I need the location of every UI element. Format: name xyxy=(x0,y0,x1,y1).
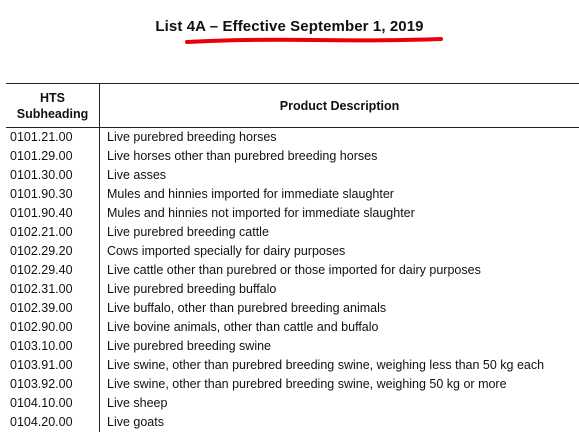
table-body xyxy=(6,128,579,433)
product-description-cell: Mules and hinnies not imported for immediate slaughter xyxy=(107,206,415,220)
hts-product-table xyxy=(6,83,579,432)
product-description-cell: Live purebred breeding swine xyxy=(107,339,271,353)
table-row xyxy=(6,394,579,413)
hts-subheading-header xyxy=(6,84,100,128)
table-row xyxy=(6,166,579,185)
table-row xyxy=(6,185,579,204)
hts-code-cell: 0103.92.00 xyxy=(6,375,100,394)
table-header-row xyxy=(6,84,579,128)
product-description-cell: Mules and hinnies imported for immediate slaughter xyxy=(107,187,394,201)
hts-code-cell: 0101.29.00 xyxy=(6,147,100,166)
table-row xyxy=(6,261,579,280)
table-row xyxy=(6,223,579,242)
table-row xyxy=(6,337,579,356)
hts-code-cell: 0101.21.00 xyxy=(6,128,100,148)
product-description-cell: Live sheep xyxy=(107,396,168,410)
hts-code-cell: 0104.10.00 xyxy=(6,394,100,413)
hts-code-cell: 0104.20.00 xyxy=(6,413,100,432)
table-row xyxy=(6,318,579,337)
document-title: List 4A – Effective September 1, 2019 xyxy=(155,18,424,35)
hts-code-cell: 0102.21.00 xyxy=(6,223,100,242)
product-description-cell: Live cattle other than purebred or those imported for dairy purposes xyxy=(107,263,481,277)
table-row xyxy=(6,242,579,261)
red-underline-annotation xyxy=(184,36,444,46)
table-row xyxy=(6,280,579,299)
document-title-wrapper xyxy=(0,18,579,36)
hts-code-cell: 0101.90.40 xyxy=(6,204,100,223)
table-row xyxy=(6,147,579,166)
hts-code-cell: 0101.90.30 xyxy=(6,185,100,204)
product-description-cell: Cows imported specially for dairy purposes xyxy=(107,244,346,258)
hts-code-cell: 0101.30.00 xyxy=(6,166,100,185)
hts-code-cell: 0102.29.40 xyxy=(6,261,100,280)
hts-code-cell: 0103.10.00 xyxy=(6,337,100,356)
product-description-header: Product Description xyxy=(100,84,579,128)
hts-code-cell: 0102.29.20 xyxy=(6,242,100,261)
product-description-cell: Live swine, other than purebred breeding swine, weighing less than 50 kg each xyxy=(107,358,545,372)
product-description-cell: Live asses xyxy=(107,168,167,182)
hts-code-cell: 0103.91.00 xyxy=(6,356,100,375)
table-row xyxy=(6,128,579,148)
hts-code-cell: 0102.31.00 xyxy=(6,280,100,299)
table-row xyxy=(6,204,579,223)
product-description-cell: Live swine, other than purebred breeding swine, weighing 50 kg or more xyxy=(107,377,507,391)
product-description-cell: Live purebred breeding horses xyxy=(107,130,277,144)
product-description-cell: Live purebred breeding cattle xyxy=(107,225,269,239)
product-description-cell: Live buffalo, other than purebred breeding animals xyxy=(107,301,387,315)
hts-header-line1: HTS xyxy=(40,90,65,105)
product-description-cell: Live purebred breeding buffalo xyxy=(107,282,277,296)
hts-code-cell: 0102.90.00 xyxy=(6,318,100,337)
hts-code-cell: 0102.39.00 xyxy=(6,299,100,318)
hts-header-line2: Subheading xyxy=(16,106,89,121)
product-description-cell: Live bovine animals, other than cattle and buffalo xyxy=(107,320,379,334)
table-row xyxy=(6,299,579,318)
table-row xyxy=(6,356,579,375)
table-row xyxy=(6,413,579,432)
product-description-cell: Live goats xyxy=(107,415,164,429)
product-description-cell: Live horses other than purebred breeding horses xyxy=(107,149,378,163)
table-row xyxy=(6,375,579,394)
